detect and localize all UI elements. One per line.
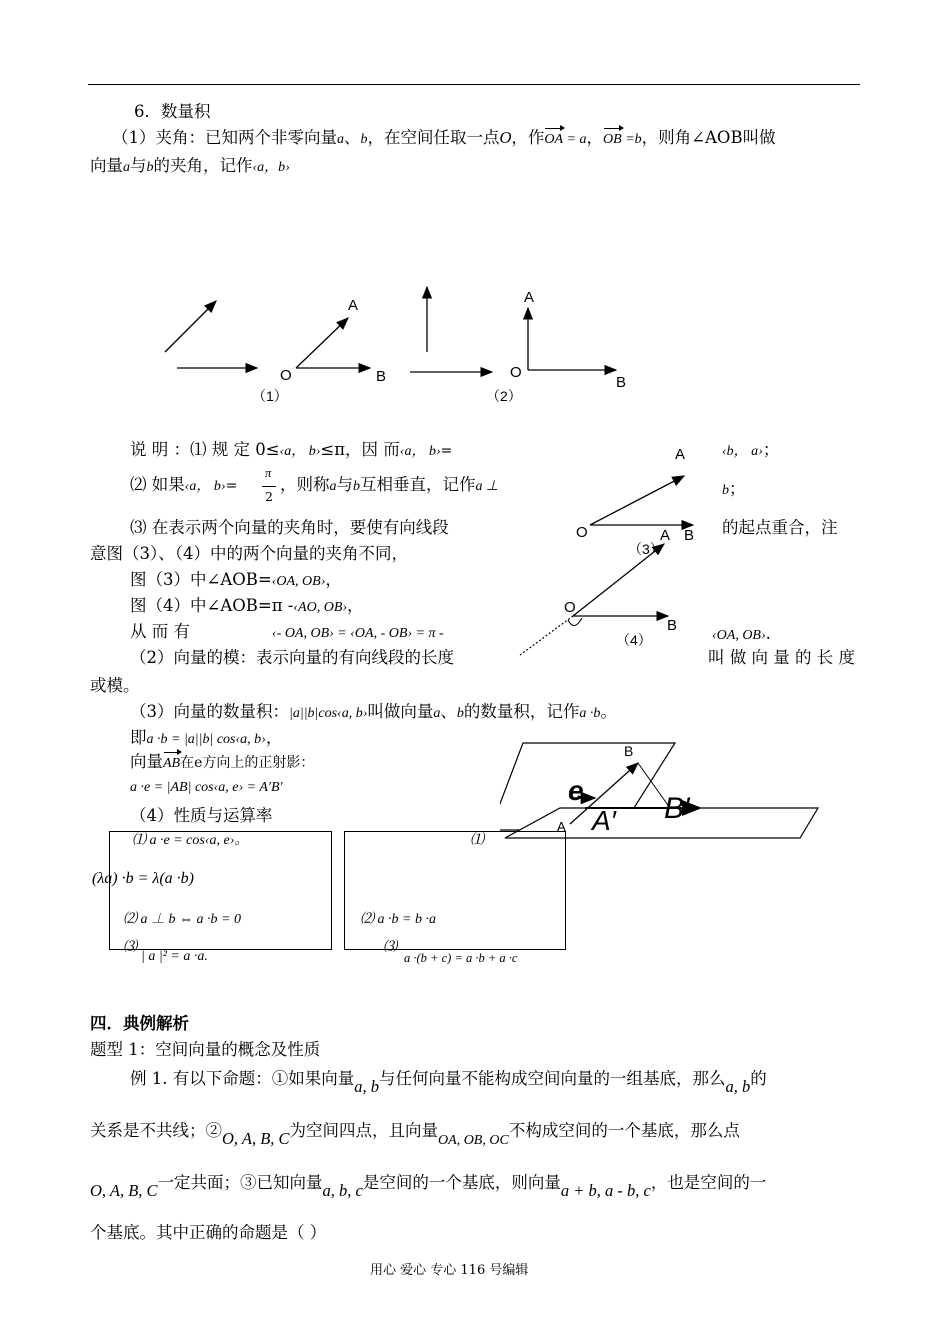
fig3-caption: （3） <box>628 541 664 557</box>
explain-line5: 图（3）中∠AOB=‹OA, OB›， <box>130 570 342 589</box>
property-left-3: ⑶ <box>123 940 137 955</box>
fraction-numerator: π <box>265 466 272 480</box>
fig1-vector-OA <box>296 318 348 368</box>
fig3-vector-OA <box>590 476 684 525</box>
properties-box-right <box>344 831 566 950</box>
explain-line7-right: ‹OA, OB›. <box>712 624 771 643</box>
dot-definition: （3）向量的数量积：|a||b|cos‹a, b›叫做向量a、b的数量积，记作a ·b。 <box>130 702 617 721</box>
example1-line3: O, A, B, C一定共面；③已知向量a, b, c是空间的一个基底，则向量a + b, a - b, c，也是空间的一 <box>90 1173 767 1200</box>
property-lambda: (λa) ·b = λ(a ·b) <box>92 870 194 887</box>
fig2-label-O: O <box>510 364 522 381</box>
fig5-label-B: B <box>624 743 634 759</box>
example1-line1: 例 1. 有以下命题：①如果向量a, b与任何向量不能构成空间向量的一组基底，那么a, b的 <box>130 1069 767 1096</box>
header-rule <box>88 84 860 85</box>
explain-line1: 说 明 ：⑴ 规 定 0≤‹a， b›≤π，因 而‹a， b›= <box>130 440 453 459</box>
fig5-label-A: A <box>557 819 566 834</box>
fig1-label-A: A <box>348 297 359 314</box>
fraction-bar <box>262 486 276 487</box>
section-title: 6．数量积 <box>134 102 211 121</box>
fig4-label-B: B <box>667 617 678 634</box>
projection-line: 向量AB在e方向上的正射影： <box>130 751 314 775</box>
angle-definition-line1: （1）夹角：已知两个非零向量a、b，在空间任取一点O，作OA = a，OB =b，则角∠AOB叫做 <box>112 127 776 151</box>
fig4-label-A: A <box>660 527 671 544</box>
explain-line2: ⑵ 如果‹a， b›= <box>130 475 238 494</box>
explain-line2-rest: ，则称a与b互相垂直，记作a ⊥ <box>280 475 499 494</box>
fig4-extension <box>520 616 573 655</box>
explain-line7: 从 而 有 <box>130 622 190 641</box>
modulus-line1-right: 叫 做 向 量 的 长 度 <box>708 648 855 667</box>
fraction-denominator: 2 <box>265 489 273 504</box>
page-footer: 用心 爱心 专心 116 号编辑 <box>370 1263 529 1278</box>
fig2-caption: （2） <box>486 388 522 404</box>
property-right-1: ⑴ <box>470 833 484 848</box>
projection-formula: a ·e = |AB| cos‹a, e› = A′B′ <box>130 780 283 795</box>
modulus-line1: （2）向量的模：表示向量的有向线段的长度 <box>130 648 454 667</box>
fig5-label-B-prime: B′ <box>664 792 690 825</box>
topic-title: 题型 1：空间向量的概念及性质 <box>90 1040 321 1059</box>
fig4-caption: （4） <box>616 632 652 648</box>
example1-line4: 个基底。其中正确的命题是（ ） <box>90 1223 327 1242</box>
explain-line6: 图（4）中∠AOB=π -‹AO, OB›， <box>130 596 364 615</box>
example1-line2: 关系是不共线；②O, A, B, C为空间四点，且向量$_{OA, OB, OC}$不构成空间的一个基底，那么点 <box>90 1121 740 1148</box>
fig2-label-B: B <box>616 374 627 391</box>
fig3-label-A: A <box>675 446 686 463</box>
property-left-2: ⑵ a ⊥ b ⇔ a ·b = 0 <box>123 912 241 927</box>
angle-definition-line2: 向量a与b的夹角，记作‹a，b› <box>90 156 290 175</box>
fig4-angle-arc <box>568 618 582 626</box>
explain-line1-right: ‹b， a›； <box>722 440 780 459</box>
fig5-label-A-prime: A′ <box>592 805 616 836</box>
property-left-1: ⑴ a ·e = cos‹a, e›。 <box>132 833 249 848</box>
fig3-label-B: B <box>684 527 695 544</box>
fig1-free-vector-a <box>165 301 216 352</box>
explain-line4: 意图（3）、（4）中的两个向量的夹角不同， <box>90 544 408 563</box>
explain-line3: ⑶ 在表示两个向量的夹角时，要使有向线段 <box>130 518 449 537</box>
property-right-3-formula: a ·(b + c) = a ·b + a ·c <box>404 951 518 965</box>
fig4-vector-OA <box>573 544 664 616</box>
property-right-3: ⑶ <box>383 940 397 955</box>
fig1-caption: （1） <box>252 388 288 404</box>
fig1-label-B: B <box>376 368 387 385</box>
angle-figure-1-2 <box>150 280 650 410</box>
fig2-label-A: A <box>524 289 535 306</box>
modulus-line2: 或模。 <box>90 676 140 695</box>
fig3-label-O: O <box>576 524 588 541</box>
fig1-label-O: O <box>280 367 292 384</box>
properties-title: （4）性质与运算率 <box>130 806 273 825</box>
property-left-3-formula: | a |² = a ·a. <box>141 949 208 964</box>
explain-line3-right: 的起点重合，注 <box>722 518 838 537</box>
section-heading-examples: 四．典例解析 <box>90 1014 189 1033</box>
fig4-label-O: O <box>564 599 576 616</box>
dot-formula: 即a ·b = |a||b| cos‹a, b›， <box>130 728 283 747</box>
explain-line2-right: b； <box>722 479 746 498</box>
fig5-label-e: e <box>568 775 584 806</box>
angle-figure-3-4 <box>510 440 720 660</box>
explain-line7-formula: ‹- OA, OB› = ‹OA, - OB› = π - <box>272 626 444 641</box>
property-right-2: ⑵ a ·b = b ·a <box>360 912 436 927</box>
